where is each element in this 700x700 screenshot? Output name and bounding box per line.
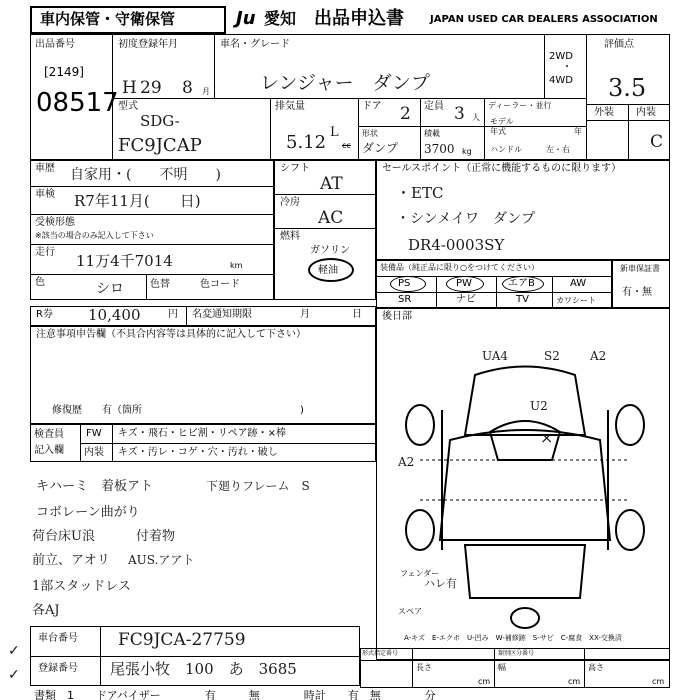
- header-title-left: 車内保管・守衛保管: [40, 10, 176, 28]
- inspector-note-8: 1部スタッドレス: [32, 579, 131, 594]
- dims-length: 長さ: [416, 663, 432, 672]
- guarantee-label: 新車保証書: [620, 264, 660, 273]
- shape-label: 形状: [362, 129, 378, 138]
- fuel-alt: 軽油: [318, 265, 338, 276]
- sales-points-label: セールスポイント（正常に機能するものに限ります）: [382, 163, 622, 174]
- lot-number: 08517: [36, 88, 119, 118]
- diagram-mark-s2: S2: [544, 349, 560, 363]
- first-reg-era: H: [122, 78, 137, 98]
- diagram-fender: フェンダー: [400, 569, 440, 578]
- diagram-mark-x: ×: [540, 428, 554, 447]
- mileage-label: 走行: [35, 247, 55, 258]
- rear-seat-label: 後日部: [382, 311, 412, 322]
- diagram-mark-ua4: UA4: [482, 349, 509, 363]
- equip-ps: PS: [398, 278, 411, 289]
- inspector-note-7: AUS.アアト: [128, 553, 195, 567]
- inspector-label1: 検査員: [34, 429, 64, 440]
- load-value: 3700: [424, 142, 455, 156]
- model-year-unit: 年: [574, 127, 582, 136]
- first-reg-month-unit: 月: [202, 87, 210, 96]
- displacement-unit-cc: cc: [342, 141, 351, 150]
- equip-airbag: エアB: [508, 278, 535, 289]
- sales-point-1: ・ETC: [396, 184, 444, 202]
- equip-kawa-seat: カワシート: [556, 296, 596, 305]
- plate-value: 尾張小牧 100 あ 3685: [110, 660, 297, 678]
- footer-text: 書類 1 ドアバイザー 有 無 時計 有 無 分: [34, 689, 436, 700]
- logo-text: 愛知: [264, 9, 297, 28]
- color-value: シロ: [96, 281, 124, 297]
- equip-airbag-circle: [502, 276, 544, 292]
- recycle-label: R券: [36, 309, 53, 320]
- name-change-month: 月: [300, 309, 310, 320]
- displacement-value: 5.12: [286, 132, 327, 153]
- first-reg-month: 8: [182, 78, 193, 98]
- name-change-day: 日: [352, 309, 362, 320]
- doors-label: ドア: [362, 101, 382, 112]
- sales-point-2: ・シンメイワ ダンプ: [396, 211, 536, 227]
- check-mark-2: ✓: [8, 667, 20, 683]
- inspector-fw: FW: [86, 428, 102, 439]
- chassis-label: 車台番号: [38, 633, 78, 644]
- aircon-value: AC: [318, 208, 344, 228]
- org-name: JAPAN USED CAR DEALERS ASSOCIATION: [430, 14, 658, 25]
- drive-sep: ・: [562, 62, 572, 73]
- sales-point-3: DR4-0003SY: [408, 236, 505, 254]
- inspector-note-4: 荷台床U浪: [32, 529, 95, 544]
- equip-navi: ナビ: [456, 294, 476, 305]
- capacity-unit: 人: [472, 113, 480, 122]
- inspector-note-9: 各AJ: [32, 603, 60, 618]
- plate-label: 登録番号: [38, 663, 78, 674]
- inspector-fw-text: キズ・飛石・ヒビ割・リペア跡・×棒: [118, 428, 286, 439]
- car-name-value: レンジャー ダンプ: [260, 72, 430, 94]
- shift-value: AT: [320, 174, 343, 194]
- load-label: 積載: [424, 129, 440, 138]
- capacity-label: 定員: [424, 101, 444, 112]
- model-line1: SDG-: [140, 112, 180, 130]
- dims-unit-1: cm: [478, 677, 491, 686]
- grade-int-value: C: [650, 132, 664, 152]
- load-unit: kg: [462, 147, 472, 156]
- color-label: 色: [35, 277, 45, 288]
- lot-bracket-no: [2149]: [44, 65, 84, 79]
- dims-unit-3: cm: [652, 677, 665, 686]
- first-reg-year: 29: [140, 78, 162, 98]
- doors-value: 2: [400, 104, 411, 124]
- logo-mark: Ju: [236, 8, 256, 29]
- inspector-note-5: 付着物: [136, 529, 176, 544]
- notes-repair: 修復歴 有（箇所: [52, 405, 142, 416]
- equip-sr: SR: [398, 294, 412, 305]
- grade-label: 評価点: [604, 39, 634, 50]
- recycle-value: 10,400: [88, 306, 141, 324]
- form-title: 出品申込書: [314, 8, 404, 29]
- dims-height: 高さ: [588, 663, 604, 672]
- mileage-value: 11万4千7014: [76, 252, 173, 270]
- diagram-mark-a2-top: A2: [590, 349, 607, 363]
- inspection-label: 車検: [35, 189, 55, 200]
- color-code-label: 色コード: [200, 279, 240, 290]
- equip-pw: PW: [456, 278, 472, 289]
- car-name-label: 車名・グレード: [220, 39, 290, 50]
- history-value: 自家用・( 不明 ): [70, 167, 221, 183]
- guarantee-value: 有・無: [622, 287, 652, 298]
- shape-value: ダンプ: [362, 141, 399, 155]
- registration-note: ※該当の場合のみ記入して下さい: [35, 231, 154, 240]
- dims-label2: 類別区分番号: [498, 650, 535, 657]
- grade-value: 3.5: [608, 74, 647, 102]
- fuel-circle: [308, 258, 354, 282]
- diagram-mark-a2-left: A2: [398, 455, 415, 469]
- name-change-label: 名変通知期限: [192, 309, 252, 320]
- inspector-int: 内装: [84, 447, 104, 458]
- handle-label: ハンドル: [490, 145, 522, 154]
- inspector-note-6: 前立、アオリ: [32, 553, 110, 568]
- color-change-label: 色替: [150, 279, 170, 290]
- capacity-value: 3: [454, 104, 465, 124]
- equip-tv: TV: [516, 294, 529, 305]
- displacement-label: 排気量: [275, 101, 305, 112]
- equip-aw: AW: [570, 278, 587, 289]
- displacement-unit: L: [330, 125, 339, 140]
- lot-label: 出品番号: [35, 39, 75, 50]
- mileage-unit: km: [230, 261, 243, 270]
- dims-label1: 形式指定番号: [362, 650, 399, 657]
- inspector-note-3: コボレーン曲がり: [36, 505, 140, 520]
- registration-label: 受検形態: [35, 217, 75, 228]
- equip-ps-circle: [390, 276, 426, 292]
- model-line2: FC9JCAP: [118, 135, 202, 156]
- equip-pw-circle: [446, 276, 484, 292]
- model-label: 型式: [118, 101, 138, 112]
- first-reg-label: 初度登録年月: [118, 39, 178, 50]
- handle-value: 左・右: [546, 145, 570, 154]
- inspector-note-2: 下廻りフレーム S: [206, 479, 310, 493]
- dims-unit-2: cm: [568, 677, 581, 686]
- inspector-label2: 記入欄: [34, 445, 64, 456]
- chassis-value: FC9JCA-27759: [118, 630, 246, 650]
- fuel-value: ガソリン: [310, 245, 350, 256]
- dims-width: 幅: [498, 663, 506, 672]
- grade-ext-label: 外装: [594, 107, 614, 118]
- grade-int-label: 内装: [636, 107, 656, 118]
- shift-label: シフト: [280, 163, 310, 174]
- diagram-spare: スペア: [398, 607, 422, 616]
- notes-label: 注意事項申告欄（不具合内容等は具体的に記入して下さい）: [36, 329, 306, 340]
- notes-repair-close: ): [300, 405, 304, 416]
- inspector-note-1: キハーミ 着板アト: [36, 479, 154, 494]
- diagram-fender-note: ハレ有: [424, 577, 457, 590]
- aircon-label: 冷房: [280, 197, 300, 208]
- inspector-int-text: キズ・汚レ・コゲ・穴・汚れ・破し: [118, 447, 278, 458]
- drive-4wd: 4WD: [549, 75, 573, 86]
- model-year-label2: 年式: [490, 127, 506, 136]
- history-label: 車歴: [35, 163, 55, 174]
- model-year-label: モデル: [490, 117, 514, 126]
- recycle-unit: 円: [168, 309, 178, 320]
- diagram-mark-u2: U2: [530, 399, 548, 413]
- drive-2wd: 2WD: [549, 51, 573, 62]
- check-mark-1: ✓: [8, 643, 20, 659]
- dealer-label: ディーラー・並行: [488, 101, 552, 110]
- fuel-label: 燃料: [280, 231, 300, 242]
- inspection-value: R7年11月( 日): [74, 192, 201, 210]
- equipment-label: 装備品（純正品に限り○をつけてください）: [380, 263, 539, 272]
- diagram-legend: A-キズ E-エクボ U-凹み W-補修跡 S-サビ C-腐食 XX-交換済: [404, 634, 622, 642]
